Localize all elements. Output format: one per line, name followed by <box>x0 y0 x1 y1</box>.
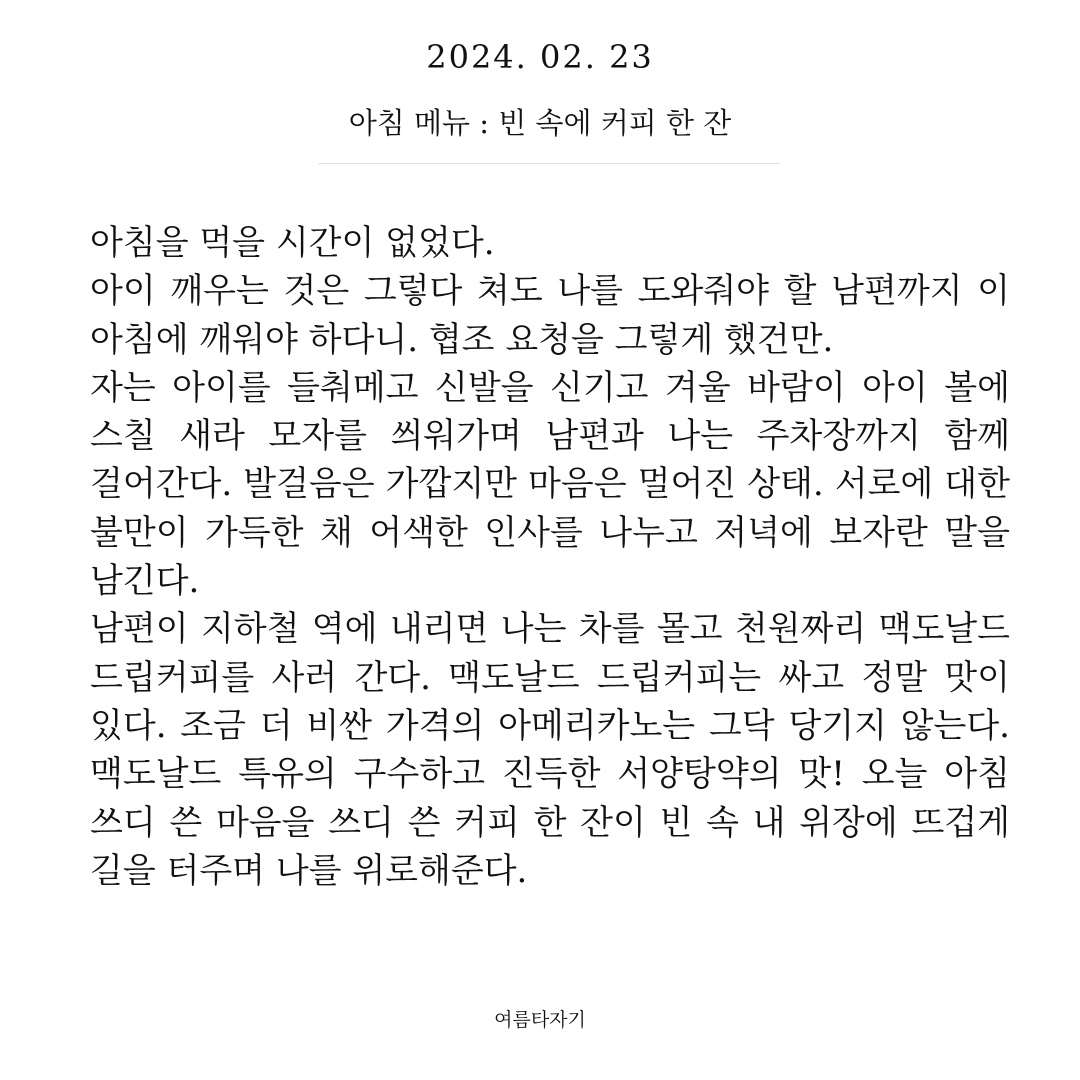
author-signature: 여름타자기 <box>494 1009 586 1031</box>
post-date: 2024. 02. 23 <box>426 38 654 76</box>
post-subtitle: 아침 메뉴 : 빈 속에 커피 한 잔 <box>348 106 732 140</box>
header-divider <box>318 163 780 164</box>
post-body <box>90 219 1010 895</box>
body-paragraph: 남편이 지하철 역에 내리면 나는 차를 몰고 천원짜리 맥도날드 드립커피를 사러 간다. 맥도날드 드립커피는 싸고 정말 맛이 있다. 조금 더 비싼 가격의 아메리카노는 그닥 당기지 않는다. 맥도날드 특유의 구수하고 진득한 서양탕약의 맛! 오늘 아침 쓰디 쓴 마음을 쓰디 쓴 커피 한 잔이 빈 속 내 위장에 뜨겁게 길을 터주며 나를 위로해준다. <box>90 609 1010 891</box>
body-paragraph: 자는 아이를 들춰메고 신발을 신기고 겨울 바람이 아이 볼에 스칠 새라 모자를 씌워가며 남편과 나는 주차장까지 함께 걸어간다. 발걸음은 가깝지만 마음은 멀어진 상태. 서로에 대한 불만이 가득한 채 어색한 인사를 나누고 저녁에 보자란 말을 남긴다. <box>90 367 1010 602</box>
body-paragraph: 아이 깨우는 것은 그렇다 쳐도 나를 도와줘야 할 남편까지 이 아침에 깨워야 하다니. 협조 요청을 그렇게 했건만. <box>90 271 1010 360</box>
body-paragraph: 아침을 먹을 시간이 없었다. <box>90 223 495 263</box>
